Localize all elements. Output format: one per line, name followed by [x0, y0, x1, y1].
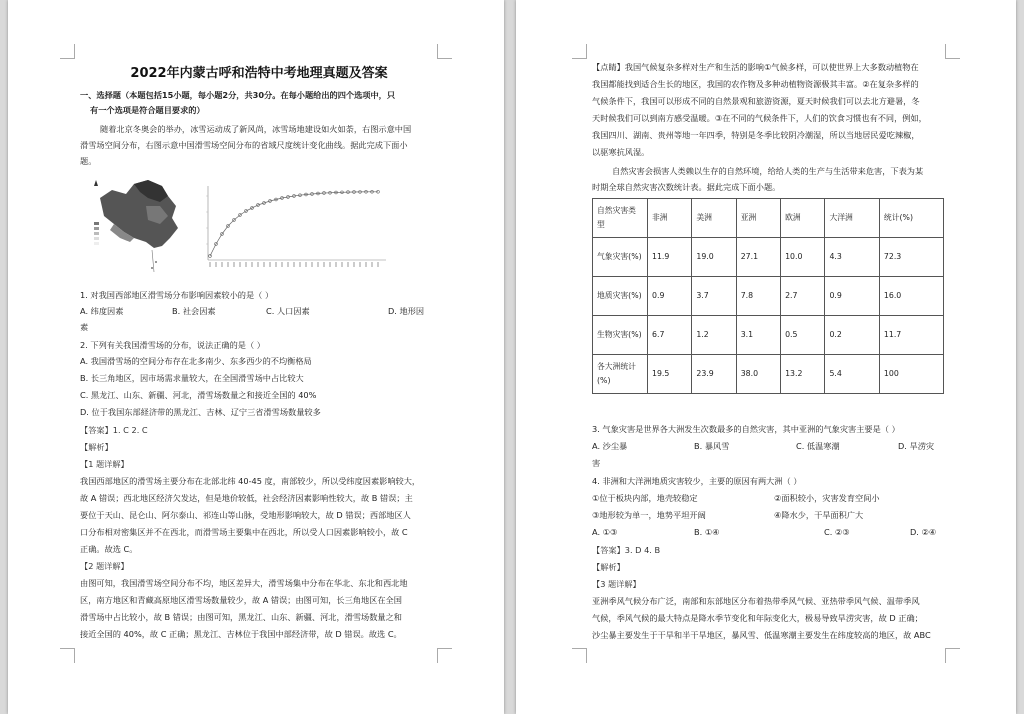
- table-header-cell: 欧洲: [781, 199, 825, 238]
- statistics-curve: [206, 186, 386, 267]
- x-tick: [342, 262, 343, 267]
- table-cell: 地质灾害(%): [593, 277, 648, 316]
- question-3: 3. 气象灾害是世界各大洲发生次数最多的自然灾害，其中亚洲的气象灾害主要是（ ）: [592, 424, 900, 434]
- x-tick: [372, 262, 373, 267]
- detail-3-heading: 【3 题详解】: [592, 579, 641, 589]
- x-tick: [264, 262, 265, 267]
- table-cell: 5.4: [825, 355, 879, 394]
- note-line: 天时候我们可以到南方感受温暖。③在不同的气候条件下，人们的饮食习惯也有不同，例如，: [592, 113, 927, 123]
- disaster-table: [592, 198, 944, 394]
- q4-statement-1: ①位于板块内部，地壳较稳定: [592, 493, 698, 503]
- q1-option-a: A. 纬度因素: [80, 306, 124, 316]
- table-cell: 7.8: [736, 277, 780, 316]
- q1-option-c: C. 人口因素: [266, 306, 310, 316]
- q2-option-a: A. 我国滑雪场的空间分布存在北多南少、东多西少的不均衡格局: [80, 356, 312, 366]
- q3-option-c: C. 低温寒潮: [796, 441, 840, 451]
- table-row: [593, 316, 944, 355]
- question-1: 1. 对我国西部地区滑雪场分布影响因素较小的是（ ）: [80, 290, 274, 300]
- table-cell: 1.2: [692, 316, 736, 355]
- x-tick: [294, 262, 295, 267]
- table-cell: 气象灾害(%): [593, 238, 648, 277]
- x-tick: [228, 262, 229, 267]
- table-header-cell: 统计(%): [879, 199, 943, 238]
- x-tick: [210, 262, 211, 267]
- analysis-heading: 【解析】: [80, 442, 113, 452]
- table-cell: 27.1: [736, 238, 780, 277]
- table-cell: 19.0: [692, 238, 736, 277]
- section-heading-cont: 有一个选项是符合题目要求的）: [90, 105, 205, 115]
- detail-1-line: 我国西部地区的滑雪场主要分布在北部北纬 40-45 度，南部较少，所以受纬度因素影响较大，: [80, 476, 421, 486]
- table-cell: 2.7: [781, 277, 825, 316]
- document-page-left: [8, 0, 504, 714]
- table-cell: 23.9: [692, 355, 736, 394]
- x-tick: [366, 262, 367, 267]
- table-row: [593, 277, 944, 316]
- table-cell: 生物灾害(%): [593, 316, 648, 355]
- detail-1-line: 故 A 错误；西北地区经济欠发达，但是地价较低，社会经济因素影响性较大，故 B 错误；主: [80, 493, 413, 503]
- q1-option-d-tail: 素: [80, 322, 89, 332]
- x-tick: [348, 262, 349, 267]
- intro-line: 题。: [80, 156, 97, 166]
- crop-mark: [437, 648, 452, 663]
- x-tick: [330, 262, 331, 267]
- table-row: [593, 238, 944, 277]
- table-header-cell: 非洲: [648, 199, 692, 238]
- x-tick: [258, 262, 259, 267]
- x-tick: [282, 262, 283, 267]
- table-cell: 11.9: [648, 238, 692, 277]
- map-and-curve-figure: [90, 176, 450, 284]
- x-tick: [336, 262, 337, 267]
- x-tick: [246, 262, 247, 267]
- q4-choice-a: A. ①③: [592, 527, 618, 537]
- detail-2-line: 接近全国的 40%，故 C 正确；黑龙江、吉林位于我国中部经济带，故 D 错误。故选 C。: [80, 629, 402, 639]
- x-tick: [378, 262, 379, 267]
- q2-option-d: D. 位于我国东部経济带的黑龙江、吉林、辽宁三省滑雪场数量较多: [80, 407, 321, 417]
- x-tick: [240, 262, 241, 267]
- x-tick: [222, 262, 223, 267]
- table-header-cell: 亚洲: [736, 199, 780, 238]
- table-cell: 0.2: [825, 316, 879, 355]
- detail-1-line: 要位于天山、昆仑山、阿尔泰山、祁连山等山脉，受地形影响较大，故 D 错误；西部地区人: [80, 510, 411, 520]
- table-cell: 0.9: [825, 277, 879, 316]
- x-tick: [300, 262, 301, 267]
- detail-3-line: 亚洲季风气候分布广泛，南部和东部地区分布着热带季风气候、亚热带季风气候、温带季风: [592, 596, 920, 606]
- q3-option-d: D. 旱涝灾: [898, 441, 935, 451]
- x-tick: [234, 262, 235, 267]
- q4-choice-c: C. ②③: [824, 527, 850, 537]
- question-2: 2. 下列有关我国滑雪场的分布，说法正确的是（ ）: [80, 340, 265, 350]
- detail-1-heading: 【1 题详解】: [80, 459, 129, 469]
- detail-1-line: 口分布相对密集区并不在西北，而滑雪场主要集中在西北，所以受人口因素影响较小，故 C: [80, 527, 408, 537]
- intro-line: 时期全球自然灾害次数统计表。据此完成下面小题。: [592, 182, 781, 192]
- q4-statement-4: ④降水少，干旱面积广大: [774, 510, 864, 520]
- table-header-cell: 美洲: [692, 199, 736, 238]
- table-cell: 0.9: [648, 277, 692, 316]
- intro-line: 滑雪场空间分布，右图示意中国滑雪场空间分布的省域尺度统计变化曲线。据此完成下面小: [80, 140, 408, 150]
- x-tick: [312, 262, 313, 267]
- answer-line: 【答案】3. D 4. B: [592, 545, 661, 555]
- x-tick: [276, 262, 277, 267]
- crop-mark: [945, 648, 960, 663]
- figure: [90, 176, 460, 284]
- q4-statement-2: ②面积较小，灾害发育空间小: [774, 493, 880, 503]
- x-tick: [306, 262, 307, 267]
- detail-3-line: 沙尘暴主要发生于干旱和半干旱地区，暴风雪、低温寒潮主要发生在纬度较高的地区，故 ABC: [592, 630, 931, 640]
- q3-option-a: A. 沙尘暴: [592, 441, 628, 451]
- x-tick: [252, 262, 253, 267]
- table-row: [593, 355, 944, 394]
- table-header-row: [593, 199, 944, 238]
- table-cell: 3.1: [736, 316, 780, 355]
- page-title: 2022年内蒙古呼和浩特中考地理真题及答案: [130, 66, 388, 81]
- x-tick: [318, 262, 319, 267]
- table-cell: 0.5: [781, 316, 825, 355]
- section-heading: 一、选择题（本题包括15小题，每小题2分，共30分。在每小题给出的四个选项中，只: [80, 90, 396, 100]
- x-tick: [216, 262, 217, 267]
- detail-2-line: 滑雪场中占比较小，故 B 错误；由图可知，黑龙江、山东、新疆、河北，滑雪场数量之和: [80, 612, 402, 622]
- x-tick: [288, 262, 289, 267]
- crop-mark: [945, 44, 960, 59]
- crop-mark: [60, 44, 75, 59]
- q2-option-b: B. 长三角地区，因市场需求量较大，在全国滑雪场中占比较大: [80, 373, 304, 383]
- q4-choice-b: B. ①④: [694, 527, 720, 537]
- table-cell: 38.0: [736, 355, 780, 394]
- table-cell: 13.2: [781, 355, 825, 394]
- x-tick: [354, 262, 355, 267]
- detail-1-line: 正确。故选 C。: [80, 544, 138, 554]
- intro-line: 随着北京冬奥会的举办，冰雪运动成了新风尚，冰雪场地建设如火如荼，右图示意中国: [100, 124, 412, 134]
- q1-option-b: B. 社会因素: [172, 306, 216, 316]
- table-cell: 各大洲统计(%): [593, 355, 648, 394]
- x-tick: [324, 262, 325, 267]
- table-cell: 72.3: [879, 238, 943, 277]
- china-map: [94, 180, 178, 272]
- q4-statement-3: ③地形较为单一，地势平坦开阔: [592, 510, 706, 520]
- table-cell: 11.7: [879, 316, 943, 355]
- table-cell: 100: [879, 355, 943, 394]
- table-cell: 4.3: [825, 238, 879, 277]
- table-header-cell: 自然灾害类型: [593, 199, 648, 238]
- note-line: 气候条件下，我国可以形成不同的自然景观和旅游资源，夏天时候我们可以去北方避暑，冬: [592, 96, 920, 106]
- note-line: 我国都能找到适合生长的地区，我国的农作物及多种动植物资源极其丰富。②在复杂多样的: [592, 79, 919, 89]
- table-cell: 6.7: [648, 316, 692, 355]
- q1-option-d: D. 地形因: [388, 306, 425, 316]
- q4-choice-d: D. ②④: [910, 527, 937, 537]
- crop-mark: [437, 44, 452, 59]
- note-line: 我国四川、湖南、贵州等地一年四季，特别是冬季比较阴冷潮湿，所以当地居民爱吃辣椒，: [592, 130, 920, 140]
- x-tick: [270, 262, 271, 267]
- note-line: 【点睛】我国气候复杂多样对生产和生活的影响①气候多样，可以使世界上大多数动植物在: [592, 62, 919, 72]
- crop-mark: [572, 648, 587, 663]
- detail-2-line: 区，南方地区和青藏高原地区滑雪场数量较少，故 A 错误；由图可知，长三角地区在全国: [80, 595, 402, 605]
- table-cell: 16.0: [879, 277, 943, 316]
- table-cell: 3.7: [692, 277, 736, 316]
- document-page-right: [516, 0, 1016, 714]
- question-4: 4. 非洲和大洋洲地质灾害较少，主要的原因有两大洲（ ）: [592, 476, 802, 486]
- q3-option-b: B. 暴风雪: [694, 441, 730, 451]
- detail-3-line: 气候，季风气候的最大特点是降水季节变化和年际变化大，极易导致旱涝灾害，故 D 正确；: [592, 613, 923, 623]
- detail-2-heading: 【2 题详解】: [80, 561, 129, 571]
- q2-option-c: C. 黑龙江、山东、新疆、河北，滑雪场数量之和接近全国的 40%: [80, 390, 317, 400]
- analysis-heading: 【解析】: [592, 562, 625, 572]
- q3-option-d-tail: 害: [592, 458, 601, 468]
- intro-line: 自然灾害会损害人类赖以生存的自然环境，给给人类的生产与生活带来危害，下表为某: [612, 166, 924, 176]
- detail-2-line: 由图可知，我国滑雪场空间分布不均，地区差异大，滑雪场集中分布在华北、东北和西北地: [80, 578, 408, 588]
- table-cell: 19.5: [648, 355, 692, 394]
- x-tick: [360, 262, 361, 267]
- crop-mark: [572, 44, 587, 59]
- crop-mark: [60, 648, 75, 663]
- table-header-cell: 大洋洲: [825, 199, 879, 238]
- answer-line: 【答案】1. C 2. C: [80, 425, 148, 435]
- table-cell: 10.0: [781, 238, 825, 277]
- note-line: 以驱寒抗风湿。: [592, 147, 650, 157]
